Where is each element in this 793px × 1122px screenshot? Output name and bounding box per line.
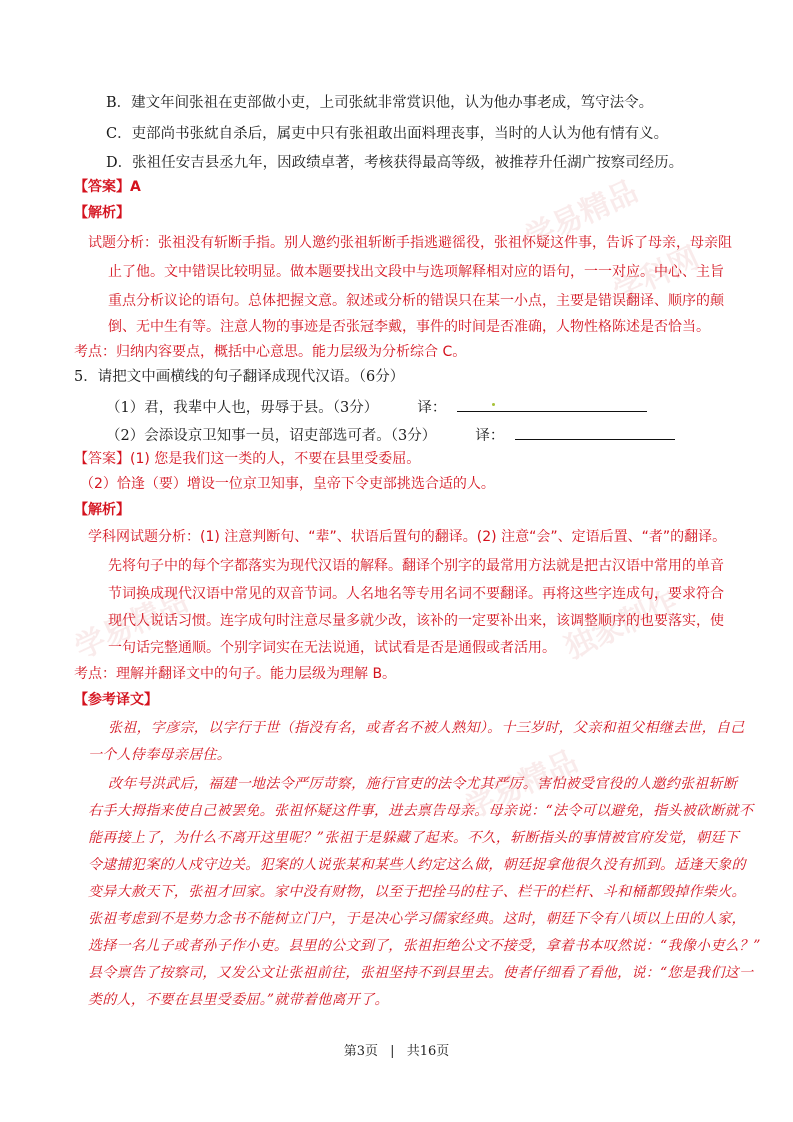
q5-item-1-text: （1）君，我辈中人也，毋辱于县。（3分） xyxy=(106,400,379,416)
watermark: 独家制作 xyxy=(559,583,684,667)
option-c: C．吏部尚书张紞自杀后，属吏中只有张祖敢出面料理丧事，当时的人认为他有情有义。 xyxy=(106,126,669,142)
q5-kaodian: 考点：理解并翻译文中的句子。能力层级为理解 B。 xyxy=(74,666,397,682)
translation-line: 变异大赦天下，张祖才回家。家中没有财物，以至于把拴马的柱子、栏干的栏杆、斗和桶都毁掉作柴火。 xyxy=(88,884,746,900)
q5-item-2-text: （2）会添设京卫知事一员，诏吏部选可者。（3分） xyxy=(106,428,437,444)
q4-answer: 【答案】A xyxy=(74,179,141,195)
q5-analysis-line: 一句话完整通顺。个别字词实在无法说通，试试看是否是通假或者活用。 xyxy=(108,640,556,656)
translation-line: 张祖，字彦宗，以字行于世（指没有名，或者名不被人熟知）。十三岁时，父亲和祖父相继去世，自己 xyxy=(108,720,745,736)
translation-label: 【参考译文】 xyxy=(74,692,158,708)
translation-line: 改年号洪武后，福建一地法令严厉苛察，施行官吏的法令尤其严厉。害怕被受官役的人邀约张祖斩断 xyxy=(108,776,738,792)
watermark: 学易精品 xyxy=(69,583,194,667)
q5-analysis-line: 学科网试题分析：(1) 注意判断句、“辈”、状语后置句的翻译。(2) 注意“会”、定语后置、“者”的翻译。 xyxy=(88,529,727,545)
translation-line: 县令禀告了按察司，又发公文让张祖前往，张祖坚持不到县里去。使者仔细看了看他，说：“您是我们这一 xyxy=(88,965,754,981)
option-b: B．建文年间张祖在吏部做小吏，上司张紞非常赏识他，认为他办事老成，笃守法令。 xyxy=(106,95,654,111)
answer-blank[interactable] xyxy=(457,397,647,412)
q5-item-2 xyxy=(106,425,675,446)
translate-label: 译： xyxy=(475,428,505,444)
page-number: 第3页 xyxy=(343,1044,379,1059)
option-d: D．张祖任安吉县丞九年，因政绩卓著，考核获得最高等级，被推荐升任湖广按察司经历。 xyxy=(106,155,684,171)
q5-analysis-line: 节词换成现代汉语中常见的双音节词。人名地名等专用名词不要翻译。再将这些字连成句，要求符合 xyxy=(108,586,724,602)
watermark: 学易精品 xyxy=(459,743,584,827)
translation-line: 选择一名儿子或者孙子作小吏。县里的公文到了，张祖拒绝公文不接受，拿着书本叹然说：“我像小吏么？” xyxy=(88,938,761,954)
watermark: 学易精品 xyxy=(519,173,644,257)
page-total: 共16页 xyxy=(406,1044,450,1059)
q5-analysis-label: 【解析】 xyxy=(74,502,130,518)
q4-analysis-line: 倒、无中生有等。注意人物的事迹是否张冠李戴，事件的时间是否准确，人物性格陈述是否恰当。 xyxy=(108,319,710,335)
translation-line: 一个人侍奉母亲居住。 xyxy=(88,747,231,763)
translation-line: 能再接上了，为什么不离开这里呢？”张祖于是躲藏了起来。不久，斩断指头的事情被官府发觉，朝廷下 xyxy=(88,830,739,846)
footer-separator: | xyxy=(390,1044,395,1059)
translation-line: 类的人，不要在县里受委屈。”就带着他离开了。 xyxy=(88,992,389,1008)
q5-title: 5．请把文中画横线的句子翻译成现代汉语。（6分） xyxy=(74,369,405,385)
q5-analysis-line: 现代人说话习惯。连字成句时注意尽量多就少改，该补的一定要补出来，该调整顺序的也要落实，使 xyxy=(108,613,724,629)
q4-analysis-label: 【解析】 xyxy=(74,205,130,221)
translation-line: 张祖考虑到不是势力念书不能树立门户，于是决心学习儒家经典。这时，朝廷下令有八顷以上田的人家， xyxy=(88,911,746,927)
q4-analysis-line: 试题分析：张祖没有斩断手指。别人邀约张祖斩断手指逃避徭役，张祖怀疑这件事，告诉了母亲，母亲阻 xyxy=(88,235,732,251)
q5-item-1 xyxy=(106,397,647,418)
answer-blank[interactable] xyxy=(515,425,675,440)
page-footer xyxy=(0,1040,793,1059)
watermark: 学科网 xyxy=(608,240,705,311)
q4-kaodian: 考点：归纳内容要点，概括中心意思。能力层级为分析综合 C。 xyxy=(74,344,467,360)
translation-line: 右手大拇指来使自己被罢免。张祖怀疑这件事，进去禀告母亲。母亲说：“法令可以避免，指头被砍断就不 xyxy=(88,803,754,819)
q4-analysis-line: 止了他。文中错误比较明显。做本题要找出文段中与选项解释相对应的语句，一一对应。中心、主旨 xyxy=(108,264,724,280)
q5-answer-1: 【答案】(1) 您是我们这一类的人，不要在县里受委屈。 xyxy=(74,451,421,467)
q4-analysis-line: 重点分析议论的语句。总体把握文意。叙述或分析的错误只在某一小点，主要是错误翻译、顺序的颠 xyxy=(108,293,724,309)
q5-answer-2: （2）恰逢（要）增设一位京卫知事，皇帝下令吏部挑选合适的人。 xyxy=(80,476,495,492)
translate-label: 译： xyxy=(417,400,447,416)
q5-analysis-line: 先将句子中的每个字都落实为现代汉语的解释。翻译个别字的最常用方法就是把古汉语中常用的单音 xyxy=(108,558,724,574)
translation-line: 令逮捕犯案的人戍守边关。犯案的人说张某和某些人约定这么做，朝廷捉拿他很久没有抓到。适逢天象的 xyxy=(88,857,746,873)
